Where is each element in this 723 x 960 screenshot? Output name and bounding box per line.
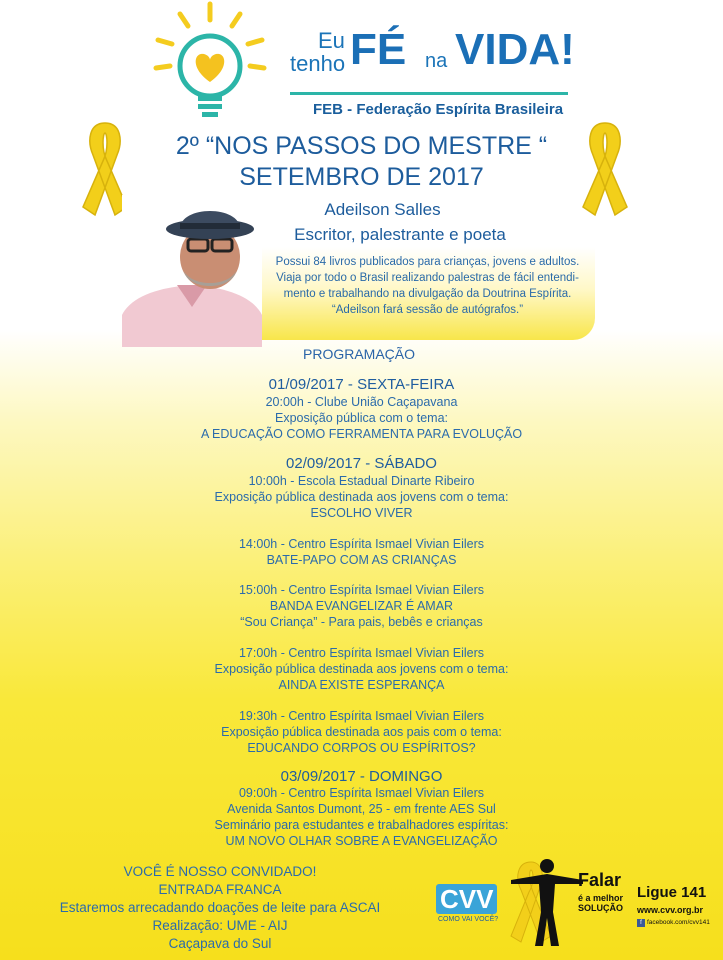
program-line: “Sou Criança” - Para pais, bebês e crianças [240,615,483,629]
program-line: 14:00h - Centro Espírita Ismael Vivian Eilers [238,537,485,551]
program-line: Exposição pública com o tema: [274,411,448,425]
program-line: Avenida Santos Dumont, 25 - em frente AES Sul [227,802,496,816]
speaker-role: Escritor, palestrante e poeta [294,225,506,244]
program-line: 19:30h - Centro Espírita Ismael Vivian Eilers [238,709,485,723]
program-line: Exposição pública destinada aos jovens com o tema: [214,662,509,676]
logo-word-na: na [425,50,448,72]
facebook-icon: f [637,919,645,927]
program-line: Exposição pública destinada aos jovens com o tema: [214,490,509,504]
event-title: 2º “NOS PASSOS DO MESTRE “ [175,132,548,160]
program-line: Seminário para estudantes e trabalhadores espíritas: [214,818,509,832]
footer-entry: ENTRADA FRANCA [158,882,282,897]
program-heading: PROGRAMAÇÃO [303,346,416,362]
federation-name: FEB - Federação Espírita Brasileira [313,101,564,118]
speaker-bio-line: mento e trabalhando na divulgação da Doutrina Espírita. [283,288,572,300]
speaker-name: Adeilson Salles [324,200,441,219]
speaker-photo [122,195,262,347]
day-heading: 02/09/2017 - SÁBADO [286,455,437,472]
logo-word-eu: Eu [318,28,345,53]
cvv-phone: Ligue 141 [637,884,707,901]
cvv-falar: Falar [578,870,622,890]
program-line: Exposição pública destinada aos pais com o tema: [221,725,502,739]
event-month: SETEMBRO DE 2017 [239,163,484,191]
program-line: AINDA EXISTE ESPERANÇA [278,678,445,692]
program-line: EDUCANDO CORPOS OU ESPÍRITOS? [247,741,476,755]
logo-underline [290,92,568,95]
program-line: 09:00h - Centro Espírita Ismael Vivian Eilers [238,786,485,800]
cvv-facebook-text: facebook.com/cvv141 [647,919,710,926]
logo-word-fe: FÉ [350,25,407,74]
cvv-website: www.cvv.org.br [637,905,704,915]
speaker-bio-line: Possui 84 livros publicados para crianças, jovens e adultos. [275,256,580,268]
day-heading: 03/09/2017 - DOMINGO [280,768,443,785]
program-line: BATE-PAPO COM AS CRIANÇAS [266,553,457,567]
program-line: 10:00h - Escola Estadual Dinarte Ribeiro [248,474,475,488]
footer-donation: Estaremos arrecadando doações de leite para ASCAI [59,900,381,915]
footer-invite: VOCÊ É NOSSO CONVIDADO! [123,864,317,879]
program-line: UM NOVO OLHAR SOBRE A EVANGELIZAÇÃO [225,834,498,848]
logo-word-vida: VIDA! [455,25,575,74]
day-heading: 01/09/2017 - SEXTA-FEIRA [268,376,455,393]
speaker-bio-line: “Adeilson fará sessão de autógrafos.” [331,304,524,316]
program-line: 15:00h - Centro Espírita Ismael Vivian Eilers [238,583,485,597]
cvv-logo: CVV [436,884,497,914]
footer-organizers: Realização: UME - AIJ [152,918,288,933]
program-line: 20:00h - Clube União Caçapavana [265,395,458,409]
program-line: BANDA EVANGELIZAR É AMAR [269,599,454,613]
lightbulb-heart-icon [150,0,270,130]
cvv-tagline: COMO VAI VOCÊ? [438,916,499,923]
program-line: ESCOLHO VIVER [310,506,413,520]
program-line: A EDUCAÇÃO COMO FERRAMENTA PARA EVOLUÇÃO [200,427,523,441]
program-line: 17:00h - Centro Espírita Ismael Vivian Eilers [238,646,485,660]
logo-word-tenho: tenho [290,51,346,76]
speaker-bio-line: Viaja por todo o Brasil realizando palestras de fácil entendi- [276,272,579,284]
cvv-facebook [637,919,710,927]
cvv-falar-sub: é a melhor SOLUÇÃO [578,893,624,913]
footer-city: Caçapava do Sul [168,936,272,951]
